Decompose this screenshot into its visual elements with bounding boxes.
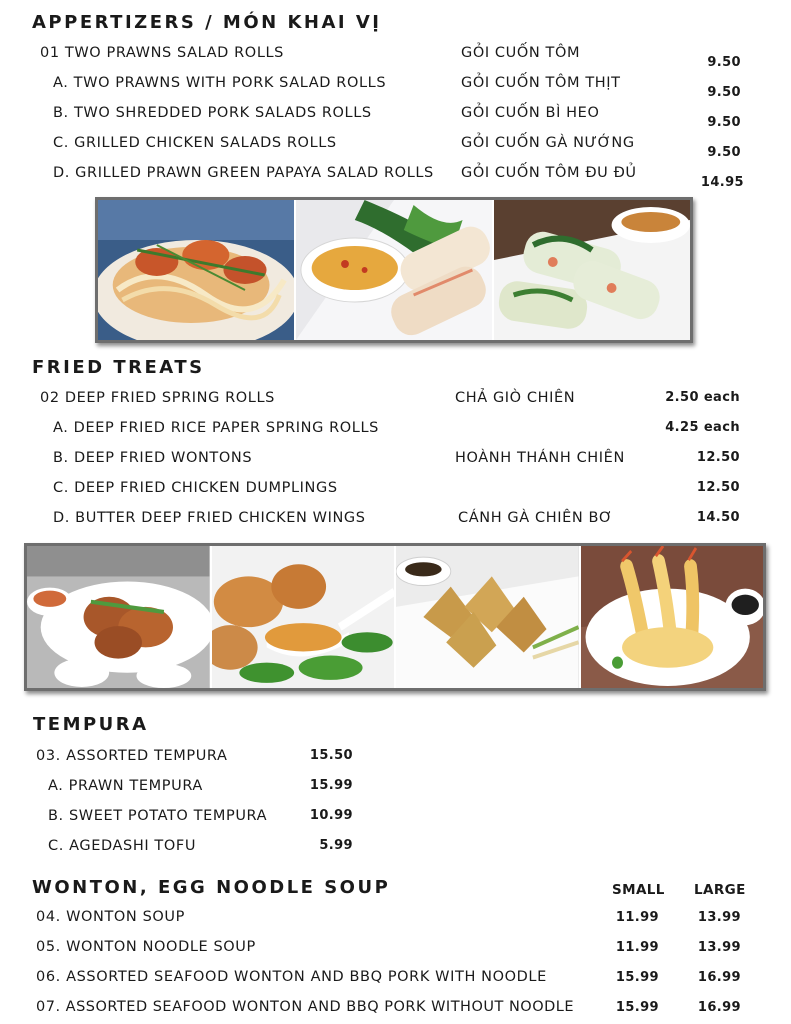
wonton-name-07: 07. ASSORTED SEAFOOD WONTON AND BBQ PORK WITHOUT NOODLE [36,999,575,1015]
fried-price-d: 14.50 [696,510,740,525]
appetizer-viet-d: GỎI CUỐN TÔM ĐU ĐỦ [461,165,637,181]
tempura-price-c: 5.99 [319,838,353,853]
fried-price-a: 4.25 each [665,420,740,435]
tempura-heading: TEMPURA [33,714,149,735]
tempura-name-c: C. AGEDASHI TOFU [48,838,197,854]
appetizer-viet-c: GỎI CUỐN GÀ NƯỚNG [461,135,635,151]
fried-chicken-dumplings-photo [212,546,397,688]
appetizer-price-b: 9.50 [707,115,741,130]
fried-viet-d: CÁNH GÀ CHIÊN BƠ [458,510,613,526]
appetizer-viet-b: GỎI CUỐN BÌ HEO [461,105,600,121]
appetizer-name-b: B. TWO SHREDDED PORK SALADS ROLLS [53,105,372,121]
fresh-salad-rolls-platter-photo [494,200,690,340]
appetizer-viet-a: GỎI CUỐN TÔM THỊT [461,75,621,91]
wonton-small-price-05: 11.99 [615,940,659,955]
fried-treats-heading: FRIED TREATS [32,357,205,378]
wonton-name-04: 04. WONTON SOUP [36,909,185,925]
wonton-small-price-06: 15.99 [615,970,659,985]
appetizer-price-01: 9.50 [707,55,741,70]
fried-name-a: A. DEEP FRIED RICE PAPER SPRING ROLLS [53,420,379,436]
tempura-name-b: B. SWEET POTATO TEMPURA [48,808,268,824]
wonton-name-05: 05. WONTON NOODLE SOUP [36,939,256,955]
tempura-name-03: 03. ASSORTED TEMPURA [36,748,228,764]
fried-wontons-photo [396,546,581,688]
fried-name-02: 02 DEEP FRIED SPRING ROLLS [40,390,275,406]
fried-name-c: C. DEEP FRIED CHICKEN DUMPLINGS [53,480,338,496]
appetizer-price-a: 9.50 [707,85,741,100]
appetizer-viet-01: GỎI CUỐN TÔM [461,45,581,61]
wonton-large-price-05: 13.99 [697,940,741,955]
fried-viet-02: CHẢ GIÒ CHIÊN [455,390,576,406]
tempura-price-b: 10.99 [309,808,353,823]
wonton-large-price-07: 16.99 [697,1000,741,1015]
tempura-name-a: A. PRAWN TEMPURA [48,778,203,794]
appetizer-price-d: 14.95 [700,175,744,190]
fried-name-b: B. DEEP FRIED WONTONS [53,450,253,466]
appetizer-name-d: D. GRILLED PRAWN GREEN PAPAYA SALAD ROLLS [53,165,434,181]
tempura-price-a: 15.99 [309,778,353,793]
wonton-small-price-04: 11.99 [615,910,659,925]
wonton-heading: WONTON, EGG NOODLE SOUP [32,877,391,898]
fried-price-b: 12.50 [696,450,740,465]
fried-name-d: D. BUTTER DEEP FRIED CHICKEN WINGS [53,510,366,526]
appetizer-name-a: A. TWO PRAWNS WITH PORK SALAD ROLLS [53,75,387,91]
assorted-tempura-photo [581,546,764,688]
appetizers-heading: APPERTIZERS / MÓN KHAI VỊ [32,12,382,33]
appetizer-name-c: C. GRILLED CHICKEN SALADS ROLLS [53,135,337,151]
large-column-header: LARGE [694,882,746,898]
appetizer-name-01: 01 TWO PRAWNS SALAD ROLLS [40,45,284,61]
salad-rolls-dipping-sauce-photo [296,200,494,340]
fried-price-c: 12.50 [696,480,740,495]
fried-photo-banner [24,543,766,691]
wonton-large-price-04: 13.99 [697,910,741,925]
fried-price-02: 2.50 each [665,390,740,405]
tempura-price-03: 15.50 [309,748,353,763]
appetizer-price-c: 9.50 [707,145,741,160]
fried-viet-b: HOÀNH THÁNH CHIÊN [455,450,625,466]
small-column-header: SMALL [612,882,665,898]
wonton-small-price-07: 15.99 [615,1000,659,1015]
grilled-prawn-papaya-salad-photo [98,200,296,340]
wonton-name-06: 06. ASSORTED SEAFOOD WONTON AND BBQ PORK WITH NOODLE [36,969,547,985]
fried-chicken-wings-photo [27,546,212,688]
wonton-large-price-06: 16.99 [697,970,741,985]
appetizer-photo-banner [95,197,693,343]
